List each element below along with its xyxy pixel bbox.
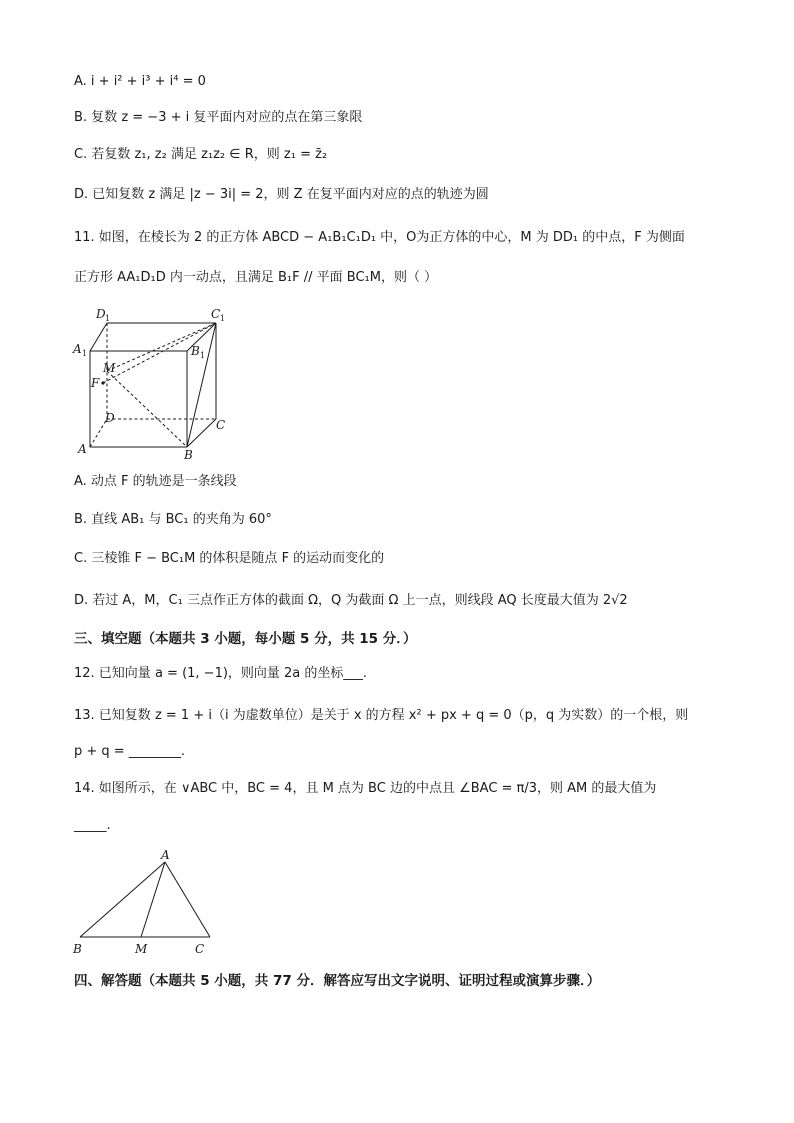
triangle-figure bbox=[68, 845, 218, 960]
label-d1: D bbox=[96, 307, 106, 321]
edge-bc bbox=[187, 419, 216, 447]
cube-figure bbox=[70, 305, 240, 465]
label-b1-sub: 1 bbox=[200, 351, 206, 360]
segment-mb bbox=[107, 371, 187, 447]
q10-option-c: C. 若复数 z₁, z₂ 满足 z₁z₂ ∈ R，则 z₁ = z̄₂ bbox=[74, 147, 328, 162]
q11-stem-line1: 11. 如图，在棱长为 2 的正方体 ABCD − A₁B₁C₁D₁ 中，O为正方体的中心，M 为 DD₁ 的中点，F 为侧面 bbox=[74, 230, 685, 245]
label-d: D bbox=[105, 411, 115, 425]
q14-stem-line2: _____. bbox=[74, 818, 111, 833]
section-fill-in-title: 三、填空题（本题共 3 小题，每小题 5 分，共 15 分．） bbox=[74, 631, 417, 647]
label-f: F bbox=[91, 376, 100, 390]
label-tri-c: C bbox=[195, 942, 205, 956]
point-f bbox=[101, 381, 104, 384]
segment-ac bbox=[165, 862, 210, 937]
q11-option-d: D. 若过 A，M，C₁ 三点作正方体的截面 Ω，Q 为截面 Ω 上一点，则线段 AQ 长度最大值为 2√2 bbox=[74, 593, 628, 608]
label-c1-sub: 1 bbox=[220, 314, 226, 323]
q11-option-b: B. 直线 AB₁ 与 BC₁ 的夹角为 60° bbox=[74, 512, 272, 527]
label-b1: B bbox=[191, 344, 200, 358]
label-d1-sub: 1 bbox=[105, 314, 111, 323]
q11-stem-line2: 正方形 AA₁D₁D 内一动点，且满足 B₁F // 平面 BC₁M，则（ ） bbox=[74, 270, 438, 285]
label-tri-m: M bbox=[135, 942, 148, 956]
q14-stem-line1: 14. 如图所示，在 ∨ABC 中，BC = 4，且 M 点为 BC 边的中点且 ∠BAC = π/3，则 AM 的最大值为 bbox=[74, 781, 657, 796]
label-c1: C bbox=[211, 307, 221, 321]
section-solve-title: 四、解答题（本题共 5 小题，共 77 分．解答应写出文字说明、证明过程或演算步骤．） bbox=[74, 973, 601, 989]
q11-option-a: A. 动点 F 的轨迹是一条线段 bbox=[74, 474, 237, 489]
edge-a1d1 bbox=[90, 323, 107, 351]
label-a: A bbox=[78, 442, 87, 456]
q10-option-b: B. 复数 z = −3 + i 复平面内对应的点在第三象限 bbox=[74, 110, 363, 125]
label-m: M bbox=[103, 361, 116, 375]
label-a1-sub: 1 bbox=[82, 349, 88, 358]
label-tri-b: B bbox=[73, 942, 82, 956]
q10-option-a: A. i + i² + i³ + i⁴ = 0 bbox=[74, 74, 206, 89]
q12-stem: 12. 已知向量 a = (1, −1)，则向量 2a 的坐标___. bbox=[74, 666, 368, 681]
segment-bc1 bbox=[187, 323, 216, 447]
q10-option-d: D. 已知复数 z 满足 |z − 3i| = 2，则 Z 在复平面内对应的点的轨迹为圆 bbox=[74, 187, 489, 202]
label-c: C bbox=[216, 418, 226, 432]
q13-stem-line1: 13. 已知复数 z = 1 + i（i 为虚数单位）是关于 x 的方程 x² + px + q = 0（p，q 为实数）的一个根，则 bbox=[74, 708, 689, 723]
label-b: B bbox=[184, 448, 193, 462]
label-tri-a: A bbox=[161, 848, 170, 862]
segment-ab bbox=[80, 862, 165, 937]
q13-stem-line2: p + q = ________. bbox=[74, 744, 185, 759]
label-a1: A bbox=[73, 342, 82, 356]
q11-option-c: C. 三棱锥 F − BC₁M 的体积是随点 F 的运动而变化的 bbox=[74, 551, 385, 566]
